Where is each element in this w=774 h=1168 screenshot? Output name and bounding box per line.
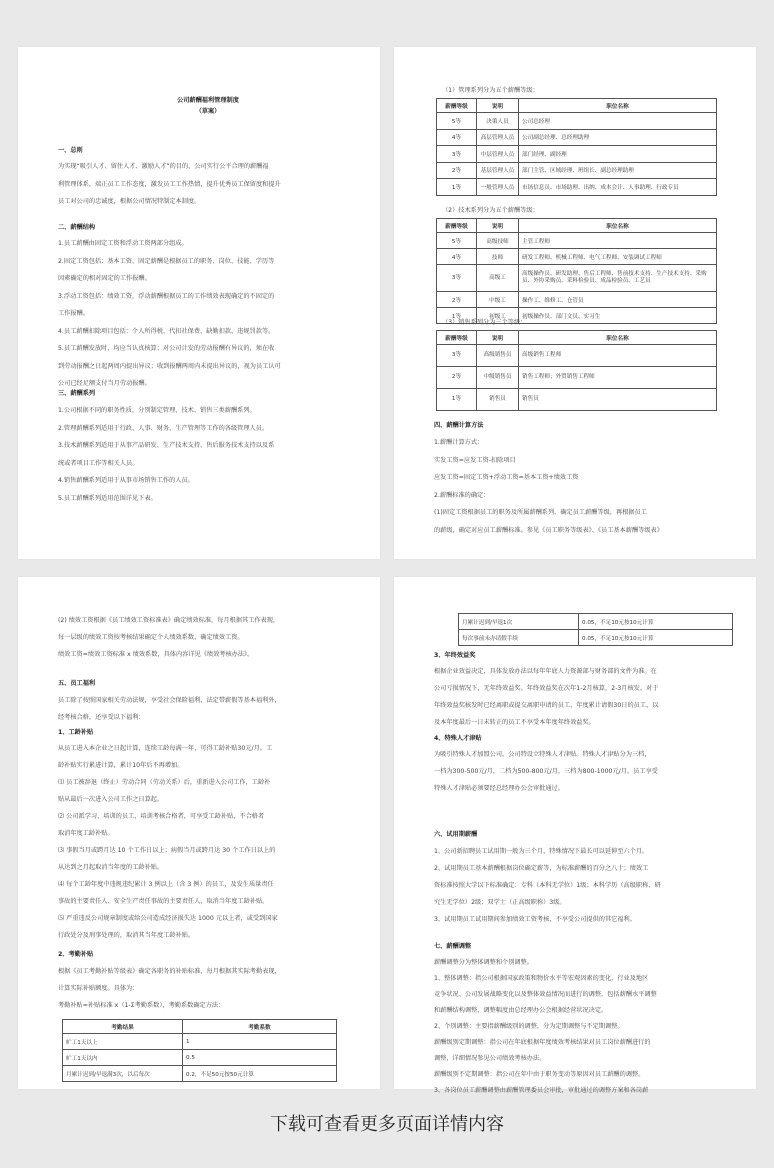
table-header-cell: 职位名称 xyxy=(519,219,717,233)
table-row xyxy=(437,179,717,196)
text-line: ⑷ 每个工龄年度中违规违纪累计 3 例以上（含 3 例）的员工，及发生质量责任 xyxy=(58,881,274,888)
table-header-row xyxy=(437,99,717,113)
text-line: 1、整体调整：指公司根据国家政策和物价水平等宏观因素的变化、行业及地区 xyxy=(434,975,649,982)
table-caption: （3）销售系列分为三个等级： xyxy=(442,319,527,326)
text-line: 考勤补贴=补贴标准 x（1-Σ考勤系数），考勤系数确定方法： xyxy=(58,1002,225,1009)
table-header-cell: 薪酬等级 xyxy=(437,99,477,113)
table-header-row xyxy=(437,331,717,345)
table-row xyxy=(437,265,717,292)
table-cell: 0.05，不足10元按10元计算 xyxy=(579,630,733,646)
text-line: 薪酬级别定期调整：指公司在年底根据年度绩效考核结果对员工岗位薪酬进行的 xyxy=(434,1039,651,1046)
table-cell: 操作工、维修工、仓管员 xyxy=(519,292,717,308)
table-cell: 销售工程师；外贸销售工程师 xyxy=(519,367,717,389)
table-cell: 5等 xyxy=(437,233,477,249)
table-cell: 高级技师 xyxy=(477,233,519,249)
text-line: 一档为300-500元/月，二档为500-800元/月，三档为800-1000元/月。员工享受 xyxy=(434,768,658,775)
text-line: 2.管理薪酬系列适用于行政、人事、财务、生产管理等工作的各级管理人员。 xyxy=(58,424,269,432)
download-more-prompt[interactable]: 下载可查看更多页面详情内容 xyxy=(270,1114,504,1135)
text-line: 特殊人才津贴必须要经总经理办公会审批通过。 xyxy=(434,785,564,792)
table-header-cell: 职位名称 xyxy=(519,99,717,113)
table-cell: 月累计迟到/早退满3次，以后每次 xyxy=(63,1066,183,1082)
table-cell: 1 xyxy=(183,1034,337,1050)
table-cell: 0.05，不足10元按10元计算 xyxy=(579,614,733,630)
text-line: 4.员工薪酬扣除项目包括：个人所得税、代扣社保费、缺勤扣款、违规罚款等。 xyxy=(58,327,275,335)
table-cell: 4等 xyxy=(437,249,477,265)
text-line: 为实现“吸引人才、留住人才、激励人才”的目的，公司实行公平合理的薪酬福 xyxy=(58,163,269,170)
text-line: ⑶ 事假当月或跨月达 10 个工作日以上；病假当月或跨月达 30 个工作日以上的 xyxy=(58,847,276,854)
text-line: 实发工资=应发工资-扣除项目 xyxy=(434,456,516,464)
section-heading: 四、薪酬计算方法 xyxy=(434,422,484,429)
table-cell: 中级工 xyxy=(477,292,519,308)
section-heading: 六、试用期薪酬 xyxy=(434,831,478,838)
document-subtitle: （草案） xyxy=(195,108,221,115)
text-line: ⑵ 公司派学习、培训的员工，培训考核合格者，可享受工龄补贴，不合格者 xyxy=(58,813,265,820)
text-line: (2) 绩效工资根据《员工绩效工资标准表》确定绩效标准，每月根据其工作表现， xyxy=(58,617,280,624)
table-cell: 销售员 xyxy=(477,389,519,411)
text-line: 1.公司根据不同的职务性质，分别制定管理、技术、销售三类薪酬系列。 xyxy=(58,407,256,414)
attendance-coefficient-table-continued xyxy=(458,613,733,646)
text-line: ⑸ 严重违反公司规章制度或给公司造成经济损失达 1000 元以上者，或受到国家 xyxy=(58,915,278,922)
text-line: 从达到之月起取消当年度的工龄补贴。 xyxy=(58,864,164,871)
text-line: 统或者项目工作等相关人员。 xyxy=(58,459,139,467)
text-line: 及本年度最后一日未转正的员工不享受本年度年终效益奖。 xyxy=(434,719,595,726)
text-line: 3.浮动工资包括：绩效工资，浮动薪酬根据员工的工作绩效表现确定的不固定的 xyxy=(58,292,275,300)
text-line: 到劳动报酬之日起两周内提出异议；收到报酬两周内未提出异议的，视为员工认可 xyxy=(58,362,281,370)
table-cell: 基层管理人员 xyxy=(477,162,519,179)
table-cell: 一般管理人员 xyxy=(477,179,519,196)
table-row xyxy=(459,614,733,630)
table-cell: 公司副总经理、总经理助理 xyxy=(519,129,717,146)
text-line: 绩效工资=绩效工资标准 x 绩效系数，具体内容详见《绩效考核办法》。 xyxy=(58,651,254,658)
table-cell: 月累计迟到/早退1次 xyxy=(459,614,579,630)
management-grade-table xyxy=(436,98,717,196)
table-cell: 中层管理人员 xyxy=(477,146,519,163)
text-line: 的薪级，确定对应员工薪酬标准。参见《员工职务等级表》、《员工基本薪酬等级表》 xyxy=(434,526,663,534)
table-cell: 销售员 xyxy=(519,389,717,411)
table-cell: 5等 xyxy=(437,113,477,130)
section-heading: 一、总则 xyxy=(58,147,83,154)
text-line: 经考核合格，还享受以下福利： xyxy=(58,714,145,721)
table-header-cell: 薪酬等级 xyxy=(437,331,477,345)
table-row xyxy=(437,249,717,265)
subsection-heading: 4、特殊人才津贴 xyxy=(434,735,482,742)
table-cell: 4等 xyxy=(437,129,477,146)
subsection-heading: 2、考勤补贴 xyxy=(58,951,94,958)
text-line: 3、各岗位员工薪酬调整由薪酬管理委员会审批，审批通过的调整方案和各岗薪 xyxy=(434,1087,649,1094)
table-cell: 1等 xyxy=(437,308,477,324)
text-line: 2.固定工资包括：基本工资、固定薪酬是根据员工的职务、岗位、技能、学历等 xyxy=(58,257,275,265)
table-cell: 主管工程师 xyxy=(519,233,717,249)
table-header-cell: 说明 xyxy=(477,331,519,345)
text-line: 资标准按照大学以下标准确定：专科（本科无学位）1级；本科学历（高级职称、研 xyxy=(434,882,661,889)
table-caption: （1）管理系列分为五个薪酬等级： xyxy=(442,87,539,94)
text-line: 1.员工薪酬由固定工资和浮动工资两部分组成。 xyxy=(58,240,188,247)
subsection-heading: 1、工龄补贴 xyxy=(58,729,94,736)
technical-grade-table xyxy=(436,218,717,324)
table-cell: 市场信息员、市场助理、出纳、成本会计、人事助理、行政专员 xyxy=(519,179,717,196)
text-line: 龄补贴实行累进计算，累计10年后不再增加。 xyxy=(58,762,184,769)
text-line: 调整，详细情况参见公司绩效考核办法。 xyxy=(434,1055,546,1062)
table-cell: 部门主管、区域经理、班组长、副总经理助理 xyxy=(519,162,717,179)
sales-grade-table xyxy=(436,330,717,411)
text-line: 公司亏损情况下，无年终效益奖。年终效益奖在次年1-2月核算，2-3月核发。对于 xyxy=(434,685,659,692)
text-line: 3、试用期员工试用期间参加绩效工资考核，不享受公司提供的其它福利。 xyxy=(434,916,636,923)
table-row xyxy=(459,630,733,646)
text-line: 2、个别调整：主要指薪酬级别的调整，分为定期调整与不定期调整。 xyxy=(434,1023,624,1030)
text-line: 公司已经足额支付当月劳动报酬。 xyxy=(58,380,151,387)
table-header-cell: 考勤系数 xyxy=(183,1020,337,1034)
table-row xyxy=(437,345,717,367)
table-cell: 中级销售员 xyxy=(477,367,519,389)
text-line: 应发工资=固定工资+浮动工资=基本工资+绩效工资 xyxy=(434,474,579,481)
document-page-4 xyxy=(394,577,756,1094)
subsection-heading: 3、年终效益奖 xyxy=(434,652,476,659)
section-heading: 二、薪酬结构 xyxy=(58,224,96,231)
text-line: 1、公司新招聘员工试用期一般为三个月，特殊情况下最长可以延伸至六个月。 xyxy=(434,848,649,855)
table-cell: 高层管理人员 xyxy=(477,129,519,146)
table-cell: 2等 xyxy=(437,292,477,308)
text-line: 工作报酬。 xyxy=(58,310,89,317)
table-cell: 每次事前未办请假手续 xyxy=(459,630,579,646)
table-header-cell: 薪酬等级 xyxy=(437,219,477,233)
document-page-3 xyxy=(18,577,380,1089)
table-cell: 公司总经理 xyxy=(519,113,717,130)
text-line: 员工对公司的忠诚度，根据公司情况特制定本制度。 xyxy=(58,198,201,205)
text-line: 和薪酬结构调整，调整幅度由总经理办公会根据经营状况决定。 xyxy=(434,1007,608,1014)
text-line: 根据企业效益决定，具体发放办法以每年年底人力资源部与财务部的文件为准。在 xyxy=(434,668,657,675)
table-row xyxy=(437,129,717,146)
table-cell: 1等 xyxy=(437,179,477,196)
text-line: 1.薪酬计算方式： xyxy=(434,439,484,446)
table-cell: 高级工 xyxy=(477,265,519,292)
table-row xyxy=(437,292,717,308)
table-caption: （2）技术系列分为五个薪酬等级： xyxy=(442,207,539,214)
text-line: 4.销售薪酬系列适用于从事市场销售工作的人员。 xyxy=(58,477,194,484)
text-line: (1)固定工资根据员工的职务及所属薪酬系列，确定员工薪酬等级，再根据员工 xyxy=(434,509,647,516)
text-line: 5.员工薪酬发放时，均应当认真核算；对公司计发的劳动报酬有异议的，须在收 xyxy=(58,345,275,352)
table-row xyxy=(437,113,717,130)
text-line: 取消年度工龄补贴。 xyxy=(58,830,114,837)
table-cell: 研发工程师、机械工程师、电气工程师、安装调试工程师 xyxy=(519,249,717,265)
table-cell: 决策人员 xyxy=(477,113,519,130)
table-cell: 高级操作员、研发助理、售后工程师、售前技术支持、生产技术支持、采购员、外协采购员、采料检验员、成品检验员、工艺员 xyxy=(519,265,717,292)
table-cell: 1等 xyxy=(437,389,477,411)
document-title: 公司薪酬福利管理制度 xyxy=(177,97,239,104)
document-page-1 xyxy=(18,47,380,559)
text-line: 从员工进入本企业之日起计算，连续工龄每满一年，可得工龄补贴30元/月。工 xyxy=(58,745,273,752)
text-line: 贴从最后一次进入公司工作之日算起。 xyxy=(58,796,164,803)
table-row xyxy=(437,233,717,249)
text-line: 薪酬调整分为整体调整和个别调整。 xyxy=(434,959,533,966)
section-heading: 五、员工福利 xyxy=(58,680,96,687)
table-header-cell: 说明 xyxy=(477,219,519,233)
table-cell: 3等 xyxy=(437,265,477,292)
table-cell: 旷工1天以上 xyxy=(63,1034,183,1050)
table-row xyxy=(437,367,717,389)
document-page-2 xyxy=(394,47,756,559)
text-line: 利管理体系，端正员工工作态度，激发员工工作热情，提升优秀员工保留度和提升 xyxy=(58,180,281,188)
table-cell: 初级工 xyxy=(477,308,519,324)
table-cell: 0.2，不足50元按50元计算 xyxy=(183,1066,337,1082)
table-row xyxy=(63,1034,337,1050)
table-cell: 3等 xyxy=(437,345,477,367)
attendance-coefficient-table xyxy=(62,1019,337,1082)
table-row xyxy=(63,1066,337,1082)
text-line: 计算实际补贴额度。具体为： xyxy=(58,985,139,992)
text-line: 2、试用期员工基本薪酬根据岗位确定薪等，为标准薪酬的百分之八十；绩效工 xyxy=(434,865,649,872)
table-cell: 0.5 xyxy=(183,1050,337,1066)
section-heading: 七、薪酬调整 xyxy=(434,943,472,950)
table-header-cell: 职位名称 xyxy=(519,331,717,345)
text-line: 究生无学位）2级；双学士（正高级职称）3级。 xyxy=(434,899,566,906)
table-header-row xyxy=(437,219,717,233)
table-header-cell: 说明 xyxy=(477,99,519,113)
table-row xyxy=(437,146,717,163)
section-heading: 三、薪酬系列 xyxy=(58,390,96,397)
table-cell: 旷工1天以内 xyxy=(63,1050,183,1066)
text-line: 员工除了按照国家相关劳动法规，享受社会保险福利、法定带薪假等基本福利外， xyxy=(58,697,281,704)
text-line: 竞争状况、公司发展战略变化以及整体效益情况而进行的调整，包括薪酬水平调整 xyxy=(434,991,657,998)
table-cell: 2等 xyxy=(437,162,477,179)
text-line: 3.技术薪酬系列适用于从事产品研发、生产技术支持、售后服务技术支持以及系 xyxy=(58,442,275,449)
table-cell: 高级销售员 xyxy=(477,345,519,367)
table-cell: 2等 xyxy=(437,367,477,389)
text-line: 2.薪酬标准的确定： xyxy=(434,491,490,499)
table-row xyxy=(437,389,717,411)
text-line: 5.员工薪酬系列适用范围详见下表。 xyxy=(58,494,157,502)
table-row xyxy=(63,1050,337,1066)
table-cell: 3等 xyxy=(437,146,477,163)
table-header-cell: 考勤结果 xyxy=(63,1020,183,1034)
table-header-row xyxy=(63,1020,337,1034)
text-line: 每一层级的绩效工资按考核结果确定个人绩效系数，确定绩效工资。 xyxy=(58,634,244,641)
text-line: ⑴ 员工被辞退（终止）劳动合同（劳动关系）后，重新进入公司工作，工龄补 xyxy=(58,779,271,786)
table-cell: 初级操作员、部门文员、实习生 xyxy=(519,308,717,324)
table-cell: 高级销售工程师 xyxy=(519,345,717,367)
text-line: 薪酬级别不定期调整：指公司在年中由于职务变动等原因对员工薪酬的调整。 xyxy=(434,1071,645,1078)
text-line: 因素确定的相对固定的工作报酬。 xyxy=(58,275,151,282)
text-line: 事故的主要责任人、安全生产责任事故的主要责任人，取消当年度工龄补贴。 xyxy=(58,898,269,905)
table-row xyxy=(437,162,717,179)
text-line: 为吸引特殊人才加盟公司，公司特设立特殊人才津贴。特殊人才津贴分为三档， xyxy=(434,751,651,758)
table-cell: 部门经理、副经理 xyxy=(519,146,717,163)
text-line: 行政处分及刑事处理的，取消其当年度工龄补贴。 xyxy=(58,932,195,939)
text-line: 根据《员工考勤补贴等级表》确定各职务的补贴标准，每月根据其实际考勤表现， xyxy=(58,968,281,975)
table-cell: 技师 xyxy=(477,249,519,265)
text-line: 年终效益奖核发时已经离职或提交离职申请的员工、年度累计请假30日的员工、以 xyxy=(434,702,659,709)
